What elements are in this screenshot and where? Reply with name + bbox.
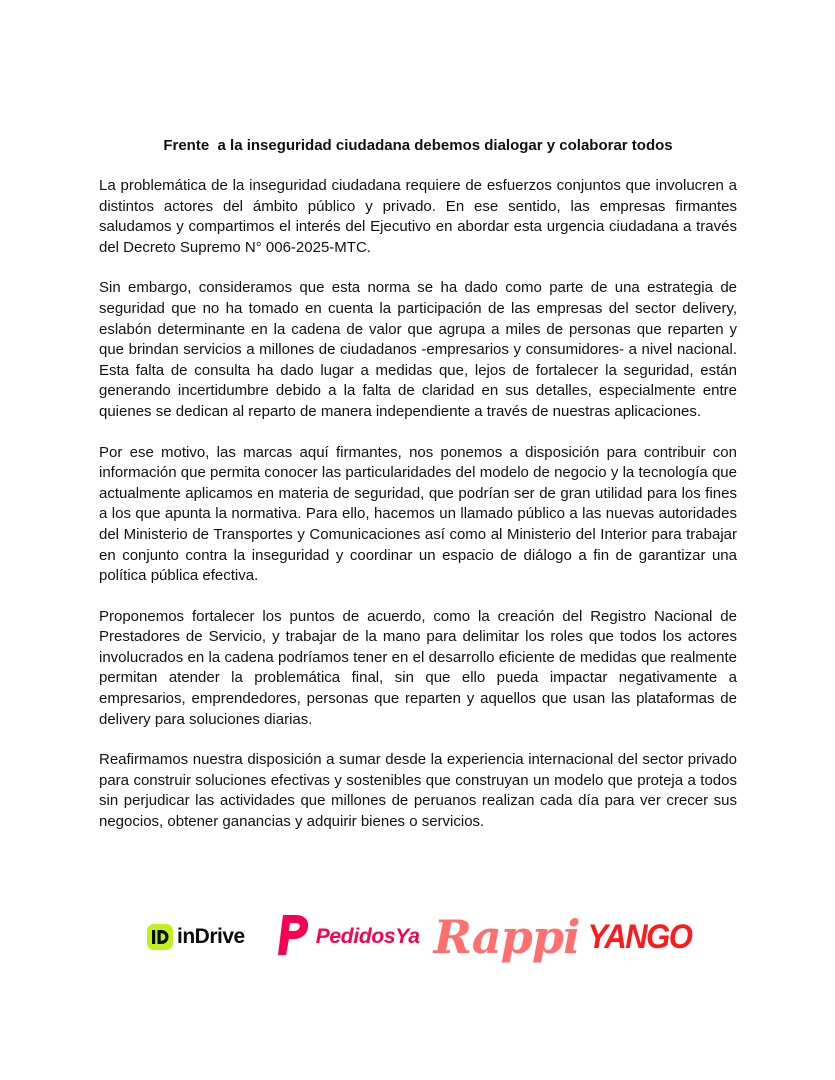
- yango-wordmark: YANGO: [587, 917, 692, 956]
- yango-logo: [588, 919, 692, 955]
- paragraph-5: Reafirmamos nuestra disposición a sumar desde la experiencia internacional del sector privado para construir soluciones efectivas y sostenibles que construyan un modelo que proteja a todos sin perjudicar las actividades que millones de peruanos realizan cada día para ver crecer sus negocios, obtener ganancias y adquirir bienes o servicios.: [99, 751, 737, 831]
- rappi-logo: [433, 910, 580, 964]
- indrive-id-icon: [147, 924, 173, 950]
- document-title: Frente a la inseguridad ciudadana debemos dialogar y colaborar todos: [163, 137, 673, 154]
- indrive-logo: [147, 924, 245, 950]
- signatory-logos: [137, 905, 703, 969]
- pedidosya-logo: [277, 913, 420, 962]
- pedidosya-p-icon: [277, 913, 311, 962]
- pedidosya-wordmark: PedidosYa: [315, 925, 420, 948]
- paragraph-3: Por ese motivo, las marcas aquí firmantes, nos ponemos a disposición para contribuir con información que permita conocer las particularidades del modelo de negocio y la tecnología que actualmente aplicamos en materia de seguridad, que podrían ser de gran utilidad para los fines a los que apunta la normativa. Para ello, hacemos un llamado público a las nuevas autoridades del Ministerio de Transportes y Comunicaciones así como al Ministerio del Interior para trabajar en conjunto contra la inseguridad y coordinar un espacio de diálogo a fin de garantizar una política pública efectiva.: [99, 443, 737, 585]
- paragraph-4: Proponemos fortalecer los puntos de acuerdo, como la creación del Registro Nacional de Prestadores de Servicio, y trabajar de la mano para delimitar los roles que todos los actores involucrados en la cadena podríamos tener en el desarrollo eficiente de medidas que realmente permitan atender la problemática final, sin que ello pueda impactar negativamente a empresarios, emprendedores, personas que reparten y aquellos que usan las plataformas de delivery para soluciones diarias.: [99, 607, 737, 728]
- indrive-wordmark: inDrive: [177, 925, 245, 948]
- paragraph-2: Sin embargo, consideramos que esta norma se ha dado como parte de una estrategia de seguridad que no ha tomado en cuenta la participación de las empresas del sector delivery, eslabón determinante en la cadena de valor que agrupa a miles de personas que reparten y que brindan servicios a millones de ciudadanos -empresarios y consumidores- a nivel nacional. Esta falta de consulta ha dado lugar a medidas que, lejos de fortalecer la seguridad, están generando incertidumbre debido a la falta de claridad en sus detalles, especialmente entre quienes se dedican al reparto de manera independiente a través de nuestras aplicaciones.: [99, 279, 737, 420]
- document-page: [99, 136, 737, 853]
- paragraph-1: La problemática de la inseguridad ciudadana requiere de esfuerzos conjuntos que involucren a distintos actores del ámbito público y privado. En ese sentido, las empresas firmantes saludamos y compartimos el interés del Ejecutivo en abordar esta urgencia ciudadana a través del Decreto Supremo N° 006-2025-MTC.: [99, 177, 737, 256]
- rappi-wordmark: Rappi: [433, 910, 580, 964]
